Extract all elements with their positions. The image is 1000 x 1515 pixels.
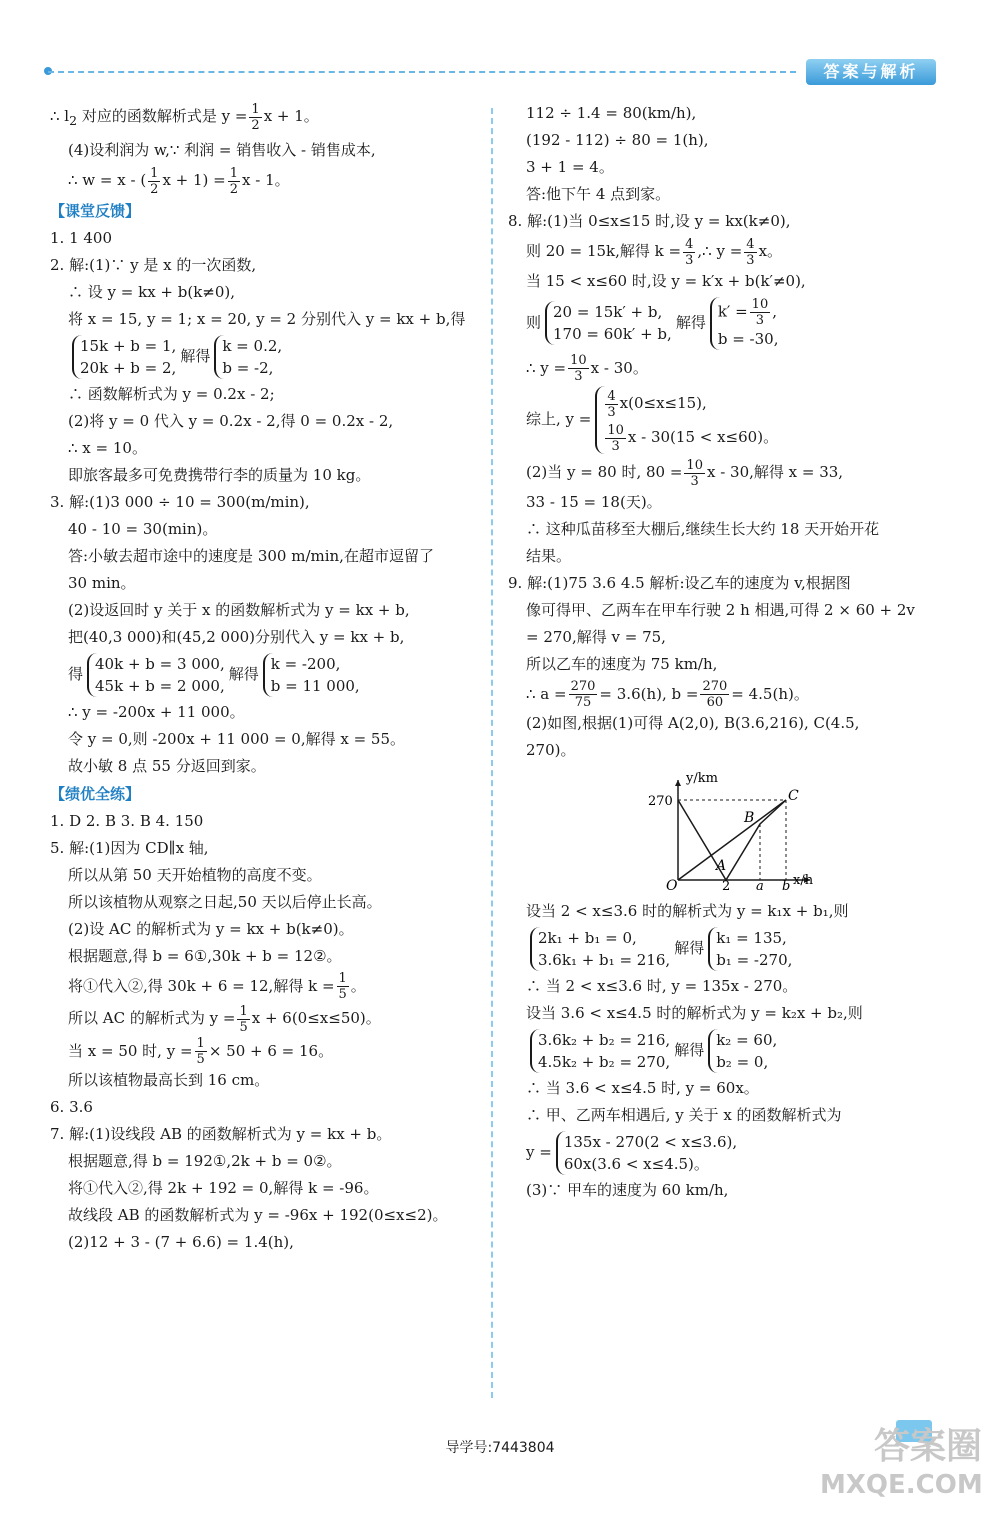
piecewise xyxy=(508,384,950,456)
line: ∴ y = -200x + 11 000。 xyxy=(68,702,245,721)
t: 当 x = 50 时, y = xyxy=(68,1041,193,1060)
t: k₂ = 60, xyxy=(716,1031,778,1049)
t: 4 xyxy=(607,388,616,404)
t: k = -200, xyxy=(270,654,341,673)
t: 10 xyxy=(570,353,587,368)
t: 将①代入②,得 30k + 6 = 12,解得 k = xyxy=(68,976,335,995)
t: 3.6k₂ + b₂ = 216, xyxy=(538,1031,671,1049)
t: 则 xyxy=(526,313,542,331)
t: 10 xyxy=(686,457,703,473)
t: 综上, y = xyxy=(526,410,592,428)
t: 10 xyxy=(751,296,769,312)
t: 解得 xyxy=(180,346,211,365)
t: 3 xyxy=(690,473,699,489)
system xyxy=(595,386,778,454)
t: b = 11 000, xyxy=(270,676,360,695)
t: 270 xyxy=(702,679,728,694)
line: 答:他下午 4 点到家。 xyxy=(526,185,671,203)
header-dashed-rule xyxy=(48,71,796,73)
line xyxy=(508,456,950,489)
line: 270)。 xyxy=(526,741,576,759)
t: 2 xyxy=(229,181,239,197)
equation-system xyxy=(508,1027,950,1075)
t: k = 0.2, xyxy=(222,336,283,355)
t: 5 xyxy=(196,1052,205,1067)
x-tick-a: a xyxy=(756,879,764,892)
equation-system xyxy=(508,295,950,352)
t: 4 xyxy=(685,236,694,252)
t: 对应的函数解析式是 y = xyxy=(77,107,248,125)
line xyxy=(508,352,950,385)
system xyxy=(87,653,225,697)
t: 20 = 15k′ + b, xyxy=(553,303,663,321)
line: (2)将 y = 0 代入 y = 0.2x - 2,得 0 = 0.2x - 2, xyxy=(68,411,394,430)
answer-9: 9. 解:(1)75 3.6 4.5 解析:设乙车的速度为 v,根据图 xyxy=(508,573,851,592)
line: 根据题意,得 b = 6①,30k + b = 12②。 xyxy=(68,946,342,965)
line xyxy=(50,1002,480,1035)
line: 答:小敏去超市途中的速度是 300 m/min,在超市逗留了 xyxy=(68,546,434,565)
equation-system xyxy=(508,925,950,973)
fraction xyxy=(700,679,729,710)
x-tick-b: b xyxy=(782,879,791,892)
line: (3)∵ 甲车的速度为 60 km/h, xyxy=(526,1181,729,1199)
t: 2 xyxy=(69,113,78,128)
line: 所以从第 50 天开始植物的高度不变。 xyxy=(68,865,322,884)
fraction xyxy=(744,237,756,268)
t: 170 = 60k′ + b, xyxy=(553,325,672,343)
line: ∴ 设 y = kx + b(k≠0), xyxy=(68,282,236,301)
t: x - 1。 xyxy=(242,171,290,189)
fraction xyxy=(750,297,771,328)
line: 当 15 < x≤60 时,设 y = k′x + b(k′≠0), xyxy=(526,271,806,290)
system xyxy=(708,927,792,971)
t: 3 xyxy=(746,252,755,268)
answer-8: 8. 解:(1)当 0≤x≤15 时,设 y = kx(k≠0), xyxy=(508,212,791,230)
fraction xyxy=(228,166,240,197)
column-divider xyxy=(491,108,493,1398)
point-a-label: A xyxy=(716,858,727,874)
t: 3 xyxy=(574,369,583,384)
t: x + 1) = xyxy=(162,171,226,189)
line: 112 ÷ 1.4 = 80(km/h), xyxy=(526,104,697,122)
watermark xyxy=(820,1425,990,1510)
line xyxy=(50,1035,480,1068)
line: ∴ 当 3.6 < x≤4.5 时, y = 60x。 xyxy=(526,1079,759,1097)
t: x - 30。 xyxy=(590,358,648,377)
t: ∴ w = x - ( xyxy=(68,171,147,189)
t: 3 xyxy=(685,252,694,268)
guide-number: 导学号:7443804 xyxy=(445,1440,555,1456)
system xyxy=(263,653,360,697)
line: 所以乙车的速度为 75 km/h, xyxy=(526,654,718,673)
t: 2 xyxy=(251,117,260,133)
fraction xyxy=(684,458,705,489)
fraction xyxy=(605,389,617,420)
t: x - 30,解得 x = 33, xyxy=(706,463,844,481)
line: 令 y = 0,则 -200x + 11 000 = 0,解得 x = 55。 xyxy=(68,729,406,748)
t: ∴ l xyxy=(50,107,70,125)
system xyxy=(545,301,672,345)
t: 10 xyxy=(607,422,624,438)
line: (2)12 + 3 - (7 + 6.6) = 1.4(h), xyxy=(68,1233,294,1251)
watermark-line1: 答案圈 xyxy=(873,1426,982,1467)
t: 1 xyxy=(196,1036,205,1051)
t: 。 xyxy=(350,976,366,995)
t: 60 xyxy=(706,695,724,710)
fraction xyxy=(337,971,349,1002)
line xyxy=(50,970,480,1003)
t: b = -30, xyxy=(717,329,779,348)
point-c-label: C xyxy=(788,788,799,804)
line: = 270,解得 v = 75, xyxy=(526,627,666,646)
equation-system xyxy=(50,651,480,699)
line: (2)设返回时 y 关于 x 的函数解析式为 y = kx + b, xyxy=(68,600,410,619)
t: b₂ = 0, xyxy=(716,1053,769,1071)
t: 解得 xyxy=(228,664,259,683)
line: ∴ 这种瓜苗移至大棚后,继续生长大约 18 天开始开花 xyxy=(526,519,880,538)
line: 将①代入②,得 2k + 192 = 0,解得 k = -96。 xyxy=(68,1179,379,1197)
t: 1 xyxy=(229,165,239,181)
line-l1 xyxy=(50,100,480,137)
line: (2)设 AC 的解析式为 y = kx + b(k≠0)。 xyxy=(68,919,354,938)
line: 像可得甲、乙两车在甲车行驶 2 h 相遇,可得 2 × 60 + 2v xyxy=(526,600,915,619)
system xyxy=(214,335,282,379)
t: x + 6(0≤x≤50)。 xyxy=(251,1009,381,1027)
answer-3: 3. 解:(1)3 000 ÷ 10 = 300(m/min), xyxy=(50,492,310,511)
t: 4 xyxy=(746,236,755,252)
line: 根据题意,得 b = 192①,2k + b = 0②。 xyxy=(68,1152,342,1170)
t: ,∴ y = xyxy=(697,242,743,260)
t: , xyxy=(772,302,777,320)
answer-2: 2. 解:(1)∵ y 是 x 的一次函数, xyxy=(50,255,257,274)
t: = 4.5(h)。 xyxy=(731,684,809,703)
line: ∴ 甲、乙两车相遇后, y 关于 x 的函数解析式为 xyxy=(526,1106,842,1124)
car-a-line xyxy=(678,800,786,880)
t: 解得 xyxy=(674,939,705,957)
t: 1 xyxy=(251,101,260,117)
system xyxy=(556,1131,737,1175)
t: 3.6k₁ + b₁ = 216, xyxy=(538,951,671,969)
line: 40 - 10 = 30(min)。 xyxy=(68,519,218,538)
t: 3 xyxy=(755,312,765,328)
t: 2k₁ + b₁ = 0, xyxy=(538,929,637,947)
t: 5 xyxy=(239,1019,248,1035)
t: 270 xyxy=(570,679,596,694)
t: (2)当 y = 80 时, 80 = xyxy=(526,463,683,481)
distance-time-graph xyxy=(638,770,818,892)
t: x。 xyxy=(758,242,783,260)
t: 15k + b = 1, xyxy=(80,336,177,355)
system xyxy=(530,927,670,971)
t: 135x - 270(2 < x≤3.6), xyxy=(563,1133,738,1151)
line: 设当 3.6 < x≤4.5 时的解析式为 y = k₂x + b₂,则 xyxy=(526,1004,863,1022)
line: ∴ 函数解析式为 y = 0.2x - 2; xyxy=(68,384,275,403)
piecewise xyxy=(508,1129,950,1177)
t: 3 xyxy=(607,404,616,420)
t: b = -2, xyxy=(222,358,274,377)
t: ∴ y = xyxy=(526,358,567,377)
t: 所以 AC 的解析式为 y = xyxy=(68,1009,236,1027)
x-label: x/h xyxy=(793,873,814,888)
line: 故小敏 8 点 55 分返回到家。 xyxy=(68,756,266,775)
origin-label: O xyxy=(666,878,678,892)
line xyxy=(508,235,950,268)
t: 解得 xyxy=(674,1041,705,1059)
line: 即旅客最多可免费携带行李的质量为 10 kg。 xyxy=(68,465,371,484)
t: 4.5k₂ + b₂ = 270, xyxy=(538,1053,671,1071)
t: ∴ a = xyxy=(526,684,567,703)
line: (192 - 112) ÷ 80 = 1(h), xyxy=(526,131,709,149)
fraction xyxy=(605,423,626,454)
answers-1-4: 1. D 2. B 3. B 4. 150 xyxy=(50,811,204,830)
line: 3 + 1 = 4。 xyxy=(526,158,614,176)
t: y = xyxy=(526,1143,552,1161)
line-l2: (4)设利润为 w,∵ 利润 = 销售收入 - 销售成本, xyxy=(68,141,376,159)
t: 解得 xyxy=(675,313,706,331)
y-label: y/km xyxy=(686,771,718,786)
t: x(0≤x≤15), xyxy=(619,394,707,412)
line: ∴ 当 2 < x≤3.6 时, y = 135x - 270。 xyxy=(526,977,798,995)
t: k₁ = 135, xyxy=(716,929,787,947)
system xyxy=(72,335,176,379)
t: 5 xyxy=(338,987,347,1002)
fraction xyxy=(568,353,589,384)
system xyxy=(530,1029,670,1073)
line: 将 x = 15, y = 1; x = 20, y = 2 分别代入 y = kx + b,得 xyxy=(68,309,466,328)
x-tick-2: 2 xyxy=(722,879,731,892)
section-heading: 【绩优全练】 xyxy=(50,784,141,803)
t: 2 xyxy=(150,181,159,197)
fraction xyxy=(195,1036,207,1067)
fraction xyxy=(148,166,160,197)
line: 所以该植物从观察之日起,50 天以后停止长高。 xyxy=(68,892,382,911)
t: x - 30(15 < x≤60)。 xyxy=(627,428,779,446)
line: (2)如图,根据(1)可得 A(2,0), B(3.6,216), C(4.5, xyxy=(526,714,860,732)
line: 33 - 15 = 18(天)。 xyxy=(526,492,662,511)
t: 1 xyxy=(239,1003,248,1019)
answer-6: 6. 3.6 xyxy=(50,1098,93,1116)
t: 75 xyxy=(574,695,592,710)
t: 得 xyxy=(68,664,84,683)
answer-7: 7. 解:(1)设线段 AB 的函数解析式为 y = kx + b。 xyxy=(50,1125,392,1143)
line: ∴ x = 10。 xyxy=(68,438,147,457)
t: 1 xyxy=(150,165,159,181)
answer-5: 5. 解:(1)因为 CD∥x 轴, xyxy=(50,838,209,857)
t: 40k + b = 3 000, xyxy=(95,654,225,673)
t: = 3.6(h), b = xyxy=(599,684,699,703)
header-badge: 答案与解析 xyxy=(806,59,936,85)
left-column xyxy=(50,100,480,1256)
line: 30 min。 xyxy=(68,573,136,592)
right-column xyxy=(508,100,950,1204)
line: 故线段 AB 的函数解析式为 y = -96x + 192(0≤x≤2)。 xyxy=(68,1206,448,1224)
watermark-line2: MXQE.COM xyxy=(820,1470,983,1500)
t: 60x(3.6 < x≤4.5)。 xyxy=(563,1155,709,1173)
fraction xyxy=(569,679,598,710)
y-arrow xyxy=(675,780,681,786)
t: 3 xyxy=(611,438,620,454)
t: b₁ = -270, xyxy=(716,951,793,969)
section-heading: 【课堂反馈】 xyxy=(50,201,141,220)
t: 45k + b = 2 000, xyxy=(95,676,225,695)
fraction xyxy=(249,102,261,133)
t: x + 1。 xyxy=(263,107,319,125)
line: 把(40,3 000)和(45,2 000)分别代入 y = kx + b, xyxy=(68,627,405,646)
t: 1 xyxy=(338,971,347,986)
line xyxy=(508,678,950,711)
point-b-label: B xyxy=(744,810,755,826)
fraction xyxy=(237,1004,249,1035)
fraction xyxy=(683,237,695,268)
t: × 50 + 6 = 16。 xyxy=(208,1041,334,1060)
answer-1: 1. 1 400 xyxy=(50,228,113,247)
t: 20k + b = 2, xyxy=(80,358,177,377)
equation-system xyxy=(50,333,480,381)
line: 所以该植物最高长到 16 cm。 xyxy=(68,1071,270,1089)
line: 设当 2 < x≤3.6 时的解析式为 y = k₁x + b₁,则 xyxy=(526,902,849,920)
t: 则 20 = 15k,解得 k = xyxy=(526,242,682,260)
t: k′ = xyxy=(717,302,748,320)
system xyxy=(710,297,779,350)
y-tick-270: 270 xyxy=(648,794,673,809)
system xyxy=(708,1029,777,1073)
line-l3 xyxy=(50,164,480,197)
line: 结果。 xyxy=(526,546,572,565)
